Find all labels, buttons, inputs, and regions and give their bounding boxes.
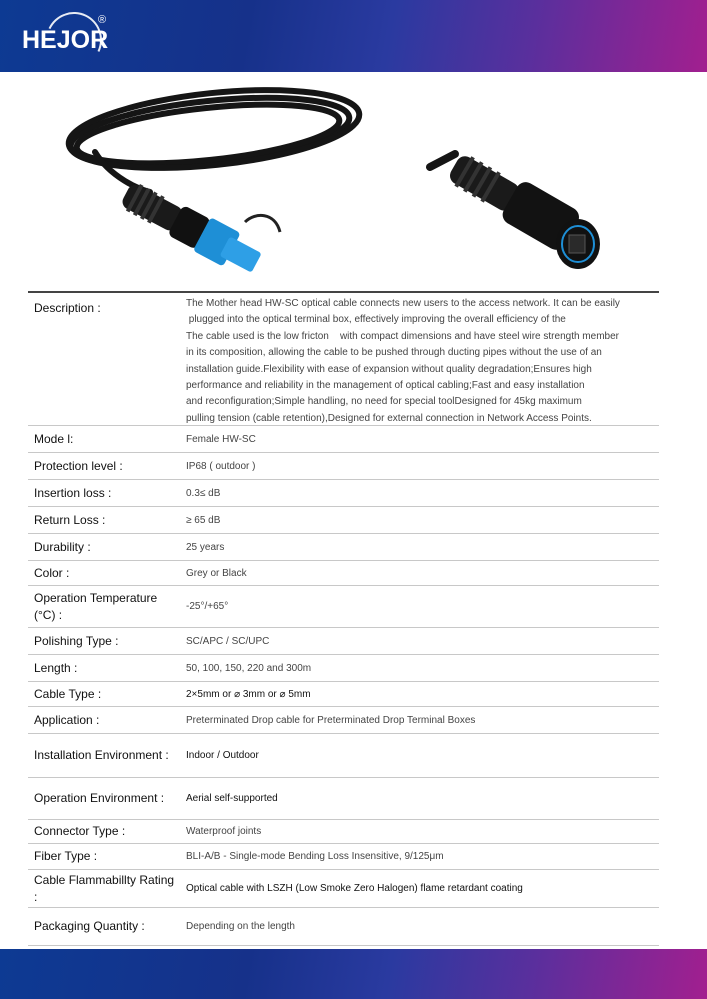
spec-row-packaging-quantity: [28, 908, 659, 946]
spec-value: Grey or Black: [186, 567, 247, 579]
spec-row-return-loss: [28, 507, 659, 534]
spec-label: Protection level :: [34, 458, 123, 473]
description-line: installation guide.Flexibility with ease of expansion without quality degradation;Ensures high: [186, 363, 592, 375]
spec-row-protection-level: [28, 453, 659, 480]
spec-table: [28, 291, 659, 946]
spec-label: Connector Type :: [34, 824, 126, 838]
spec-row-operation-environment: [28, 778, 659, 820]
logo-text: HEJOR: [22, 26, 109, 54]
connector-female-image: [430, 146, 600, 269]
spec-value: IP68 ( outdoor ): [186, 460, 256, 472]
registered-mark: ®: [98, 14, 107, 26]
spec-label: Color :: [34, 565, 70, 580]
spec-value: Indoor / Outdoor: [186, 750, 259, 761]
spec-label: Durability :: [34, 539, 91, 554]
spec-value: Depending on the length: [186, 921, 295, 932]
footer-banner: [0, 949, 707, 999]
spec-value: ≥ 65 dB: [186, 514, 221, 526]
spec-row-durability: [28, 534, 659, 561]
connector-with-cable-image: [65, 78, 363, 280]
spec-value: 25 years: [186, 541, 225, 553]
spec-row-model: [28, 426, 659, 453]
spec-label: Application :: [34, 712, 100, 727]
spec-row-cable-flammability: [28, 870, 659, 908]
spec-value: Preterminated Drop cable for Preterminated Drop Terminal Boxes: [186, 714, 476, 726]
spec-value: Aerial self-supported: [186, 793, 278, 804]
spec-label: Mode l:: [34, 431, 74, 446]
spec-value: 50, 100, 150, 220 and 300m: [186, 662, 312, 674]
spec-row-description: [28, 291, 659, 426]
spec-label: Return Loss :: [34, 512, 106, 527]
spec-label: Fiber Type :: [34, 849, 98, 863]
spec-value: BLI-A/B - Single-mode Bending Loss Insensitive, 9/125μm: [186, 851, 444, 862]
spec-value: 0.3≤ dB: [186, 487, 221, 499]
spec-row-operation-temperature: [28, 586, 659, 628]
description-line: The Mother head HW-SC optical cable connects new users to the access network. It can be easily: [186, 297, 620, 309]
spec-label: Description :: [34, 301, 101, 315]
spec-value: Waterproof joints: [186, 826, 262, 837]
spec-value: -25°/+65°: [186, 601, 229, 612]
spec-label: Operation Environment :: [34, 791, 165, 805]
spec-row-installation-environment: [28, 734, 659, 778]
spec-row-cable-type: [28, 682, 659, 707]
description-line: performance and reliability in the management of optical cabling;Fast and easy installation: [186, 379, 585, 391]
spec-value: SC/APC / SC/UPC: [186, 635, 270, 647]
description-line: plugged into the optical terminal box, effectively improving the overall efficiency of the: [186, 314, 566, 326]
spec-row-color: [28, 561, 659, 586]
spec-value: Optical cable with LSZH (Low Smoke Zero Halogen) flame retardant coating: [186, 883, 523, 894]
spec-row-polishing-type: [28, 628, 659, 655]
spec-row-insertion-loss: [28, 480, 659, 507]
spec-label: Cable Type :: [34, 686, 102, 701]
header-banner: [0, 0, 707, 72]
spec-description: [180, 291, 659, 427]
description-line: and reconfiguration;Simple handling, no need for special toolDesigned for 45kg maximum: [186, 396, 582, 408]
spec-label: Installation Environment :: [34, 748, 169, 762]
description-line: The cable used is the low fricton with compact dimensions and have steel wire strength member: [186, 330, 619, 342]
brand-logo: [22, 12, 112, 62]
spec-label: Insertion loss :: [34, 485, 112, 500]
spec-label: Length :: [34, 660, 78, 675]
spec-label: Cable Flammabillty Rating :: [34, 872, 175, 904]
spec-row-connector-type: [28, 820, 659, 844]
spec-value: Female HW-SC: [186, 433, 256, 445]
description-line: pulling tension (cable retention),Designed for external connection in Network Access Points.: [186, 412, 592, 424]
spec-row-length: [28, 655, 659, 682]
spec-row-application: [28, 707, 659, 734]
spec-value: 2×5mm or ⌀ 3mm or ⌀ 5mm: [186, 688, 311, 700]
product-photos: [0, 72, 707, 287]
spec-label: Operation Temperature (°C) :: [34, 590, 158, 622]
spec-label: Polishing Type :: [34, 633, 119, 648]
description-line: in its composition, allowing the cable to be pushed through ducting pipes without the use of an: [186, 347, 602, 359]
spec-row-fiber-type: [28, 844, 659, 870]
spec-label: Packaging Quantity :: [34, 919, 145, 933]
